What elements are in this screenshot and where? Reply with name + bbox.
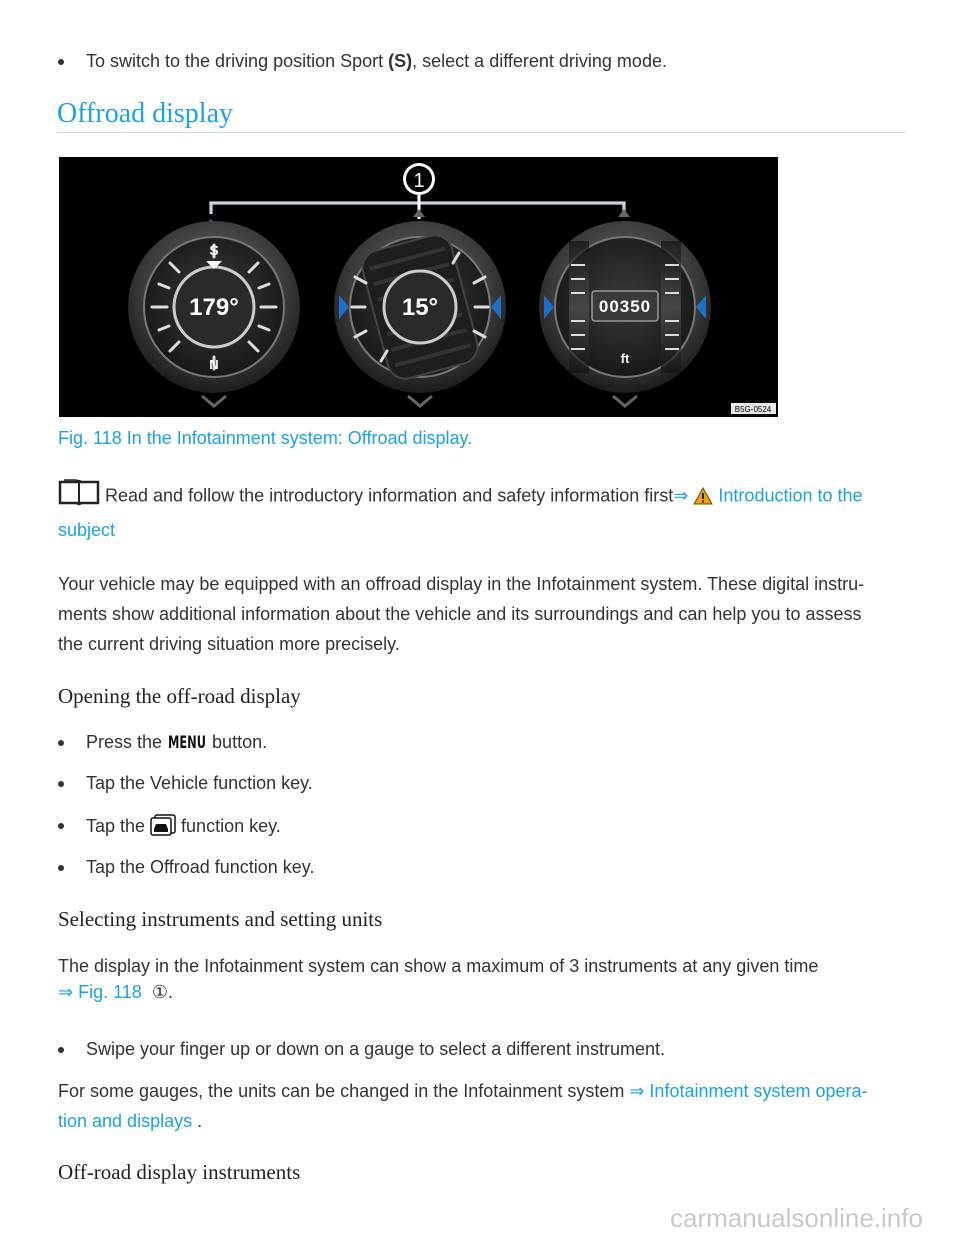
vehicle-settings-icon <box>150 814 176 841</box>
step-4-text: Tap the Offroad function key. <box>86 857 315 877</box>
compass-heading-value: 179° <box>189 294 239 321</box>
opening-step-4 <box>66 856 314 878</box>
menu-button-icon <box>167 731 207 756</box>
units-paragraph <box>58 1076 908 1136</box>
watermark: carmanualsonline.info <box>670 1203 923 1233</box>
opening-heading: Opening the off-road display <box>58 684 301 708</box>
notice-paragraph <box>58 478 908 545</box>
compass-gauge <box>128 221 300 393</box>
intro-text-after: , select a different driving mode. <box>412 51 667 71</box>
figure-caption: Fig. 118 In the Infotainment system: Offroad display. <box>58 428 473 448</box>
notice-text: Read and follow the introductory information and safety information first <box>100 485 674 506</box>
open-book-icon <box>58 478 100 515</box>
step-3-after: function key. <box>176 816 281 836</box>
chevron-down-icon <box>408 396 432 406</box>
body-line-3: the current driving situation more precisely. <box>58 634 400 654</box>
menu-icon-label: MENU <box>168 733 207 753</box>
body-line-2: ments show additional information about the vehicle and its surroundings and can help you to assess <box>58 604 862 624</box>
compass-north-label: N <box>209 357 219 372</box>
intro-link-line2[interactable]: subject <box>58 520 116 540</box>
step-3-before: Tap the <box>86 816 151 836</box>
opening-step-3 <box>66 814 281 841</box>
infotainment-operation-link-2[interactable]: tion and displays <box>58 1111 193 1131</box>
opening-step-1 <box>66 731 267 756</box>
scroll-chevrons <box>202 396 637 406</box>
compass-south-label: S <box>209 242 219 258</box>
step-1-after: button. <box>207 732 268 752</box>
section-title: Offroad display <box>57 98 233 129</box>
chevron-down-icon <box>613 396 637 406</box>
callout-1-marker <box>403 163 435 195</box>
inclinometer-gauge <box>334 221 506 393</box>
offroad-display-figure <box>59 157 778 417</box>
step-1-before: Press the <box>86 732 168 752</box>
figure-118-link[interactable]: ⇒ Fig. 118 <box>58 982 142 1002</box>
figure-code: B5G-0524 <box>734 405 772 414</box>
inclination-value: 15° <box>401 294 439 321</box>
intro-text-bold: (S) <box>388 51 413 71</box>
callout-ref: ① <box>151 982 168 1002</box>
units-text: For some gauges, the units can be changed in the Infotainment system <box>58 1081 630 1101</box>
altitude-value: 00350 <box>598 297 652 316</box>
selecting-bullet <box>66 1038 665 1060</box>
units-end: . <box>192 1111 203 1131</box>
period: . <box>167 982 173 1002</box>
intro-link-line1[interactable]: Introduction to the <box>718 485 863 506</box>
body-paragraph <box>58 569 908 659</box>
selecting-line-1: The display in the Infotainment system can show a maximum of 3 instruments at any given time <box>58 956 819 976</box>
intro-bullet <box>66 50 667 72</box>
selecting-bullet-text: Swipe your finger up or down on a gauge to select a different instrument. <box>86 1039 666 1059</box>
selecting-paragraph <box>58 951 908 1007</box>
step-2-text: Tap the Vehicle function key. <box>86 773 313 793</box>
body-line-1: Your vehicle may be equipped with an offroad display in the Infotainment system. These digital instru- <box>58 574 865 594</box>
notice-arrow: ⇒ <box>673 485 689 506</box>
intro-text-before: To switch to the driving position Sport <box>86 51 389 71</box>
offroad-display-illustration <box>59 157 778 417</box>
altitude-unit: ft <box>620 351 630 366</box>
opening-step-2 <box>66 772 313 794</box>
instruments-heading: Off-road display instruments <box>58 1160 301 1184</box>
infotainment-operation-link-1[interactable]: ⇒ Infotainment system opera- <box>629 1081 868 1101</box>
warning-triangle-icon <box>693 484 713 514</box>
chevron-down-icon <box>202 396 226 406</box>
section-divider <box>57 132 905 133</box>
selecting-heading: Selecting instruments and setting units <box>58 907 383 931</box>
altimeter-gauge <box>539 221 711 393</box>
callout-1-label: 1 <box>413 170 425 192</box>
